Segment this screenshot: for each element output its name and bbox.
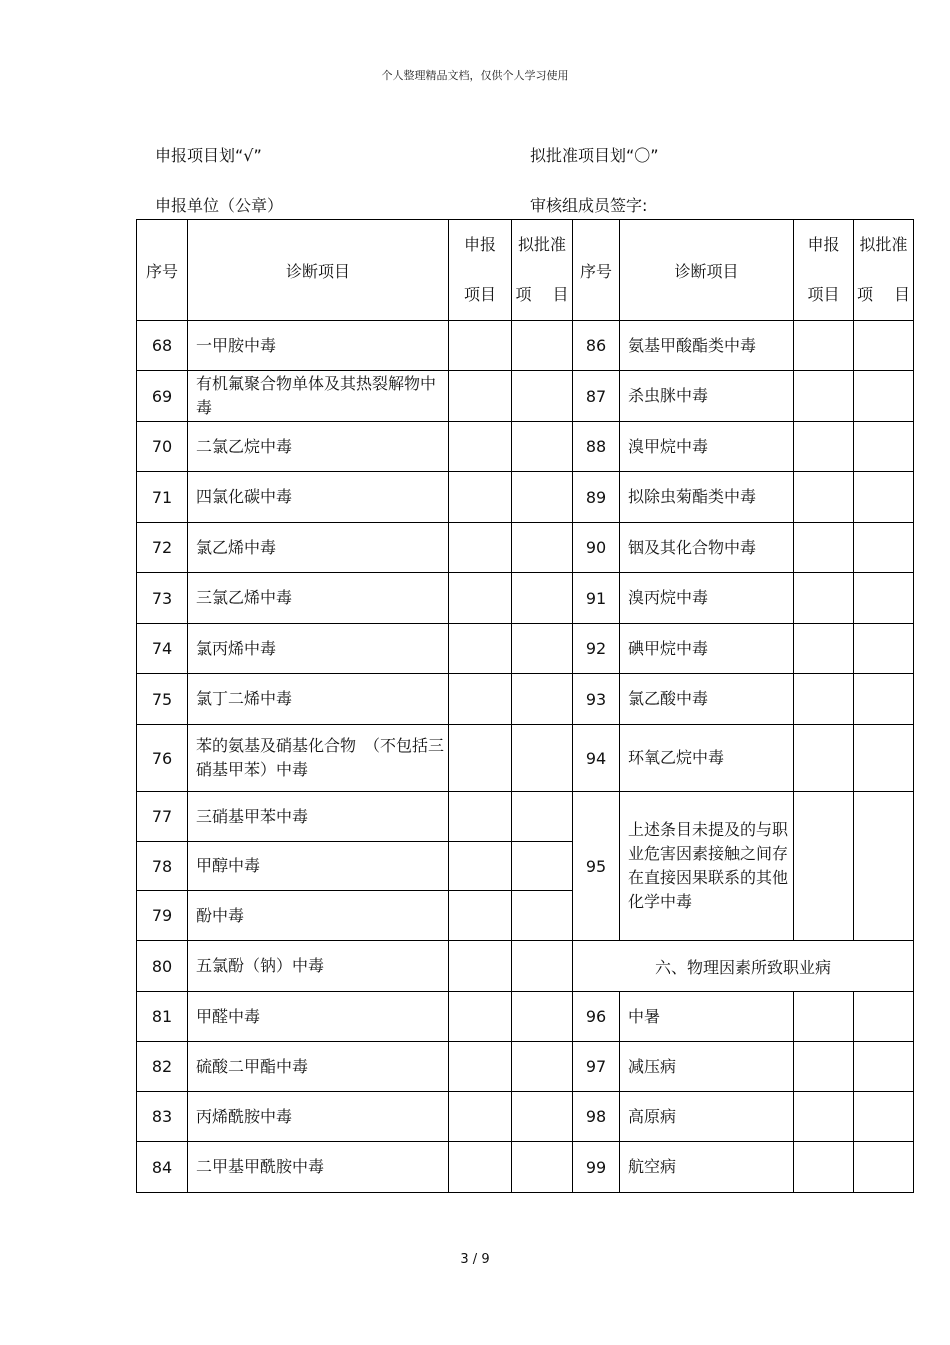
row-item-name: 苯的氨基及硝基化合物 （不包括三硝基甲苯）中毒 — [188, 725, 449, 792]
approve-check-cell[interactable] — [854, 573, 914, 624]
row-number: 77 — [137, 792, 188, 842]
row-number: 84 — [137, 1142, 188, 1193]
approve-check-cell[interactable] — [512, 371, 573, 422]
row-item-name: 溴甲烷中毒 — [620, 422, 794, 472]
table-row — [137, 472, 914, 523]
apply-check-cell[interactable] — [794, 674, 854, 725]
row-number: 75 — [137, 674, 188, 725]
apply-check-cell[interactable] — [449, 792, 512, 842]
approve-check-cell[interactable] — [512, 624, 573, 674]
row-item-name: 氯丙烯中毒 — [188, 624, 449, 674]
approve-check-cell[interactable] — [512, 321, 573, 371]
approve-check-cell[interactable] — [512, 573, 573, 624]
watermark-text: 个人整理精品文档，仅供个人学习使用 — [381, 69, 569, 82]
table-row — [137, 792, 914, 842]
approve-check-cell[interactable] — [854, 992, 914, 1042]
row-number: 80 — [137, 941, 188, 992]
approve-check-cell[interactable] — [512, 1092, 573, 1142]
row-number: 76 — [137, 725, 188, 792]
table-row — [137, 371, 914, 422]
approve-check-cell[interactable] — [854, 1092, 914, 1142]
row-item-name: 碘甲烷中毒 — [620, 624, 794, 674]
approve-check-cell[interactable] — [512, 725, 573, 792]
approve-check-cell[interactable] — [512, 422, 573, 472]
table-row — [137, 1092, 914, 1142]
row-item-name: 二甲基甲酰胺中毒 — [188, 1142, 449, 1193]
row-number: 72 — [137, 523, 188, 573]
apply-check-cell[interactable] — [794, 321, 854, 371]
approve-check-cell[interactable] — [854, 1042, 914, 1092]
header-seq: 序号 — [137, 220, 188, 321]
row-item-name: 高原病 — [620, 1092, 794, 1142]
approve-check-cell[interactable] — [854, 725, 914, 792]
row-item-name: 环氧乙烷中毒 — [620, 725, 794, 792]
row-number: 93 — [573, 674, 620, 725]
header-seq-right: 序号 — [573, 220, 620, 321]
table-row — [137, 573, 914, 624]
apply-check-cell[interactable] — [794, 523, 854, 573]
approve-check-cell[interactable] — [854, 472, 914, 523]
apply-check-cell[interactable] — [794, 1092, 854, 1142]
approve-check-cell[interactable] — [512, 1142, 573, 1193]
apply-check-cell[interactable] — [449, 624, 512, 674]
row-number: 92 — [573, 624, 620, 674]
apply-check-cell[interactable] — [449, 992, 512, 1042]
row-number: 74 — [137, 624, 188, 674]
diagnosis-items-table — [136, 219, 914, 1193]
table-row — [137, 321, 914, 371]
unit-seal-label: 申报单位（公章） — [155, 196, 284, 215]
row-item-name: 氯乙烯中毒 — [188, 523, 449, 573]
apply-check-cell[interactable] — [449, 891, 512, 941]
row-item-name: 有机氟聚合物单体及其热裂解物中毒 — [188, 371, 449, 422]
row-number: 97 — [573, 1042, 620, 1092]
apply-check-cell[interactable] — [449, 371, 512, 422]
row-number: 89 — [573, 472, 620, 523]
row-item-name: 拟除虫菊酯类中毒 — [620, 472, 794, 523]
apply-check-cell[interactable] — [449, 523, 512, 573]
approve-mark-instruction: 拟批准项目划“〇” — [530, 146, 659, 165]
apply-check-cell[interactable] — [794, 422, 854, 472]
table-row — [137, 725, 914, 792]
approve-check-cell[interactable] — [854, 523, 914, 573]
apply-check-cell[interactable] — [449, 422, 512, 472]
apply-check-cell[interactable] — [449, 573, 512, 624]
row-item-name: 甲醛中毒 — [188, 992, 449, 1042]
row-number: 82 — [137, 1042, 188, 1092]
approve-check-cell[interactable] — [512, 523, 573, 573]
row-number: 98 — [573, 1092, 620, 1142]
row-item-name: 氨基甲酸酯类中毒 — [620, 321, 794, 371]
row-number: 91 — [573, 573, 620, 624]
apply-check-cell[interactable] — [449, 1142, 512, 1193]
approve-check-cell[interactable] — [854, 674, 914, 725]
row-number: 71 — [137, 472, 188, 523]
apply-check-cell[interactable] — [449, 1042, 512, 1092]
row-item-name: 丙烯酰胺中毒 — [188, 1092, 449, 1142]
row-number: 68 — [137, 321, 188, 371]
table-row — [137, 422, 914, 472]
row-number: 96 — [573, 992, 620, 1042]
apply-check-cell[interactable] — [794, 1142, 854, 1193]
apply-mark-instruction: 申报项目划“√” — [155, 146, 262, 165]
row-item-name: 航空病 — [620, 1142, 794, 1193]
row-item-name: 硫酸二甲酯中毒 — [188, 1042, 449, 1092]
approve-check-cell[interactable] — [512, 842, 573, 891]
approve-check-cell[interactable] — [854, 321, 914, 371]
apply-check-cell[interactable] — [794, 624, 854, 674]
approve-check-cell[interactable] — [512, 674, 573, 725]
header-item: 诊断项目 — [188, 220, 449, 321]
reviewer-sign-label: 审核组成员签字: — [530, 196, 648, 215]
apply-check-cell[interactable] — [449, 674, 512, 725]
approve-check-cell[interactable] — [854, 792, 914, 941]
row-number: 81 — [137, 992, 188, 1042]
header-approve-right: 拟批准 项 目 — [854, 220, 914, 321]
header-approve: 拟批准 项 目 — [512, 220, 573, 321]
approve-check-cell[interactable] — [512, 941, 573, 992]
row-item-name: 一甲胺中毒 — [188, 321, 449, 371]
row-item-name: 五氯酚（钠）中毒 — [188, 941, 449, 992]
apply-check-cell[interactable] — [794, 992, 854, 1042]
row-item-name: 酚中毒 — [188, 891, 449, 941]
row-item-name: 减压病 — [620, 1042, 794, 1092]
row-number: 70 — [137, 422, 188, 472]
approve-check-cell[interactable] — [512, 992, 573, 1042]
row-item-name: 溴丙烷中毒 — [620, 573, 794, 624]
approve-check-cell[interactable] — [512, 891, 573, 941]
apply-check-cell[interactable] — [794, 573, 854, 624]
table-row — [137, 992, 914, 1042]
approve-check-cell[interactable] — [854, 624, 914, 674]
table-row — [137, 523, 914, 573]
row-item-name: 铟及其化合物中毒 — [620, 523, 794, 573]
table-row — [137, 674, 914, 725]
row-number: 88 — [573, 422, 620, 472]
row-item-name: 氯乙酸中毒 — [620, 674, 794, 725]
apply-check-cell[interactable] — [449, 321, 512, 371]
page-number: 3 / 9 — [460, 1252, 490, 1267]
approve-check-cell[interactable] — [512, 472, 573, 523]
row-number: 78 — [137, 842, 188, 891]
row-number: 73 — [137, 573, 188, 624]
row-number: 94 — [573, 725, 620, 792]
table-row — [137, 941, 914, 992]
row-number: 79 — [137, 891, 188, 941]
approve-check-cell[interactable] — [854, 1142, 914, 1193]
apply-check-cell[interactable] — [449, 472, 512, 523]
approve-check-cell[interactable] — [854, 422, 914, 472]
apply-check-cell[interactable] — [794, 792, 854, 941]
approve-check-cell[interactable] — [512, 1042, 573, 1092]
row-number: 90 — [573, 523, 620, 573]
apply-check-cell[interactable] — [794, 371, 854, 422]
apply-check-cell[interactable] — [794, 725, 854, 792]
apply-check-cell[interactable] — [449, 941, 512, 992]
table-row — [137, 1042, 914, 1092]
apply-check-cell[interactable] — [449, 842, 512, 891]
section-six-heading: 六、物理因素所致职业病 — [573, 941, 914, 992]
row-number: 95 — [573, 792, 620, 941]
apply-check-cell[interactable] — [794, 472, 854, 523]
apply-check-cell[interactable] — [794, 1042, 854, 1092]
row-number: 69 — [137, 371, 188, 422]
table-row — [137, 1142, 914, 1193]
row-number: 99 — [573, 1142, 620, 1193]
table-header-row — [137, 220, 914, 321]
row-number: 87 — [573, 371, 620, 422]
row-item-name: 三氯乙烯中毒 — [188, 573, 449, 624]
table-row — [137, 624, 914, 674]
row-item-name: 杀虫脒中毒 — [620, 371, 794, 422]
header-apply-right: 申报 项目 — [794, 220, 854, 321]
header-apply: 申报 项目 — [449, 220, 512, 321]
row-item-name: 三硝基甲苯中毒 — [188, 792, 449, 842]
header-item-right: 诊断项目 — [620, 220, 794, 321]
row-number: 83 — [137, 1092, 188, 1142]
apply-check-cell[interactable] — [449, 725, 512, 792]
approve-check-cell[interactable] — [512, 792, 573, 842]
apply-check-cell[interactable] — [449, 1092, 512, 1142]
row-number: 86 — [573, 321, 620, 371]
approve-check-cell[interactable] — [854, 371, 914, 422]
row-item-name: 氯丁二烯中毒 — [188, 674, 449, 725]
row-item-name: 二氯乙烷中毒 — [188, 422, 449, 472]
row-item-name: 甲醇中毒 — [188, 842, 449, 891]
row-item-name: 四氯化碳中毒 — [188, 472, 449, 523]
row-item-name: 上述条目未提及的与职业危害因素接触之间存在直接因果联系的其他化学中毒 — [620, 792, 794, 941]
row-item-name: 中暑 — [620, 992, 794, 1042]
